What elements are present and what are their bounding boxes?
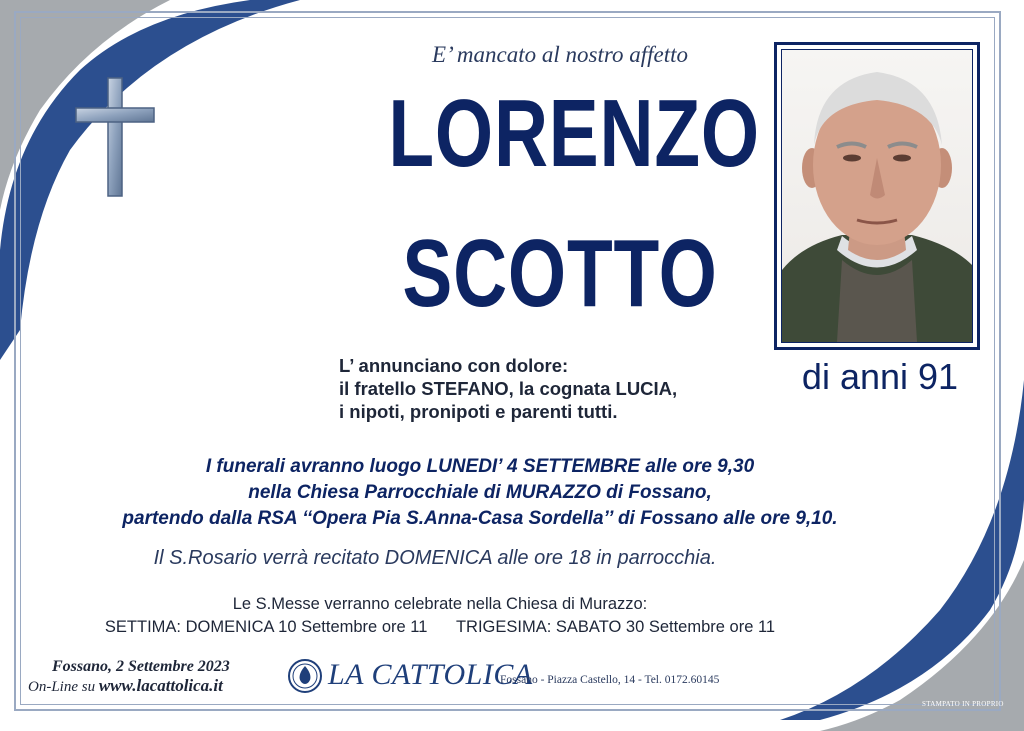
announcement-line: il fratello STEFANO, la cognata LUCIA,	[339, 378, 678, 399]
portrait-photo	[781, 49, 973, 343]
website-link[interactable]: www.lacattolica.it	[98, 676, 223, 695]
intro-text: E’ mancato al nostro affetto	[432, 42, 688, 67]
funeral-line: partendo dalla RSA ‘‘Opera Pia S.Anna-Casa Sordella’’ di Fossano alle ore 9,10.	[122, 508, 838, 529]
last-name: SCOTTO	[402, 220, 718, 327]
funeral-details	[40, 454, 920, 532]
announcement-line: L’ annunciano con dolore:	[339, 355, 569, 376]
online-prefix: On-Line su	[28, 679, 99, 695]
brand-name: LA CATTOLICA	[328, 658, 533, 691]
printed-note: STAMPATO IN PROPRIO	[922, 700, 1004, 708]
age-text: di anni 91	[801, 356, 959, 397]
masses-schedule	[40, 618, 840, 637]
online-line	[28, 676, 223, 696]
announcement-block	[339, 354, 759, 423]
masses-intro: Le S.Messe verranno celebrate nella Chiesa di Murazzo:	[232, 595, 648, 613]
portrait-frame	[774, 42, 980, 350]
funeral-line: I funerali avranno luogo LUNEDI’ 4 SETTEMBRE alle ore 9,30	[205, 456, 755, 477]
place-date: Fossano, 2 Settembre 2023	[52, 658, 230, 675]
cross-icon	[74, 76, 156, 198]
announcement-line: i nipoti, pronipoti e parenti tutti.	[339, 401, 618, 422]
settima-mass: SETTIMA: DOMENICA 10 Settembre ore 11	[104, 618, 428, 636]
la-cattolica-logo-icon	[287, 658, 323, 694]
brand-address: Fossano - Piazza Castello, 14 - Tel. 0172.60145	[500, 674, 720, 686]
trigesima-mass: TRIGESIMA: SABATO 30 Settembre ore 11	[455, 618, 776, 636]
rosary-text: Il S.Rosario verrà recitato DOMENICA alle ore 18 in parrocchia.	[153, 547, 717, 569]
first-name: LORENZO	[388, 80, 760, 187]
funeral-line: nella Chiesa Parrocchiale di MURAZZO di Fossano,	[248, 482, 712, 503]
